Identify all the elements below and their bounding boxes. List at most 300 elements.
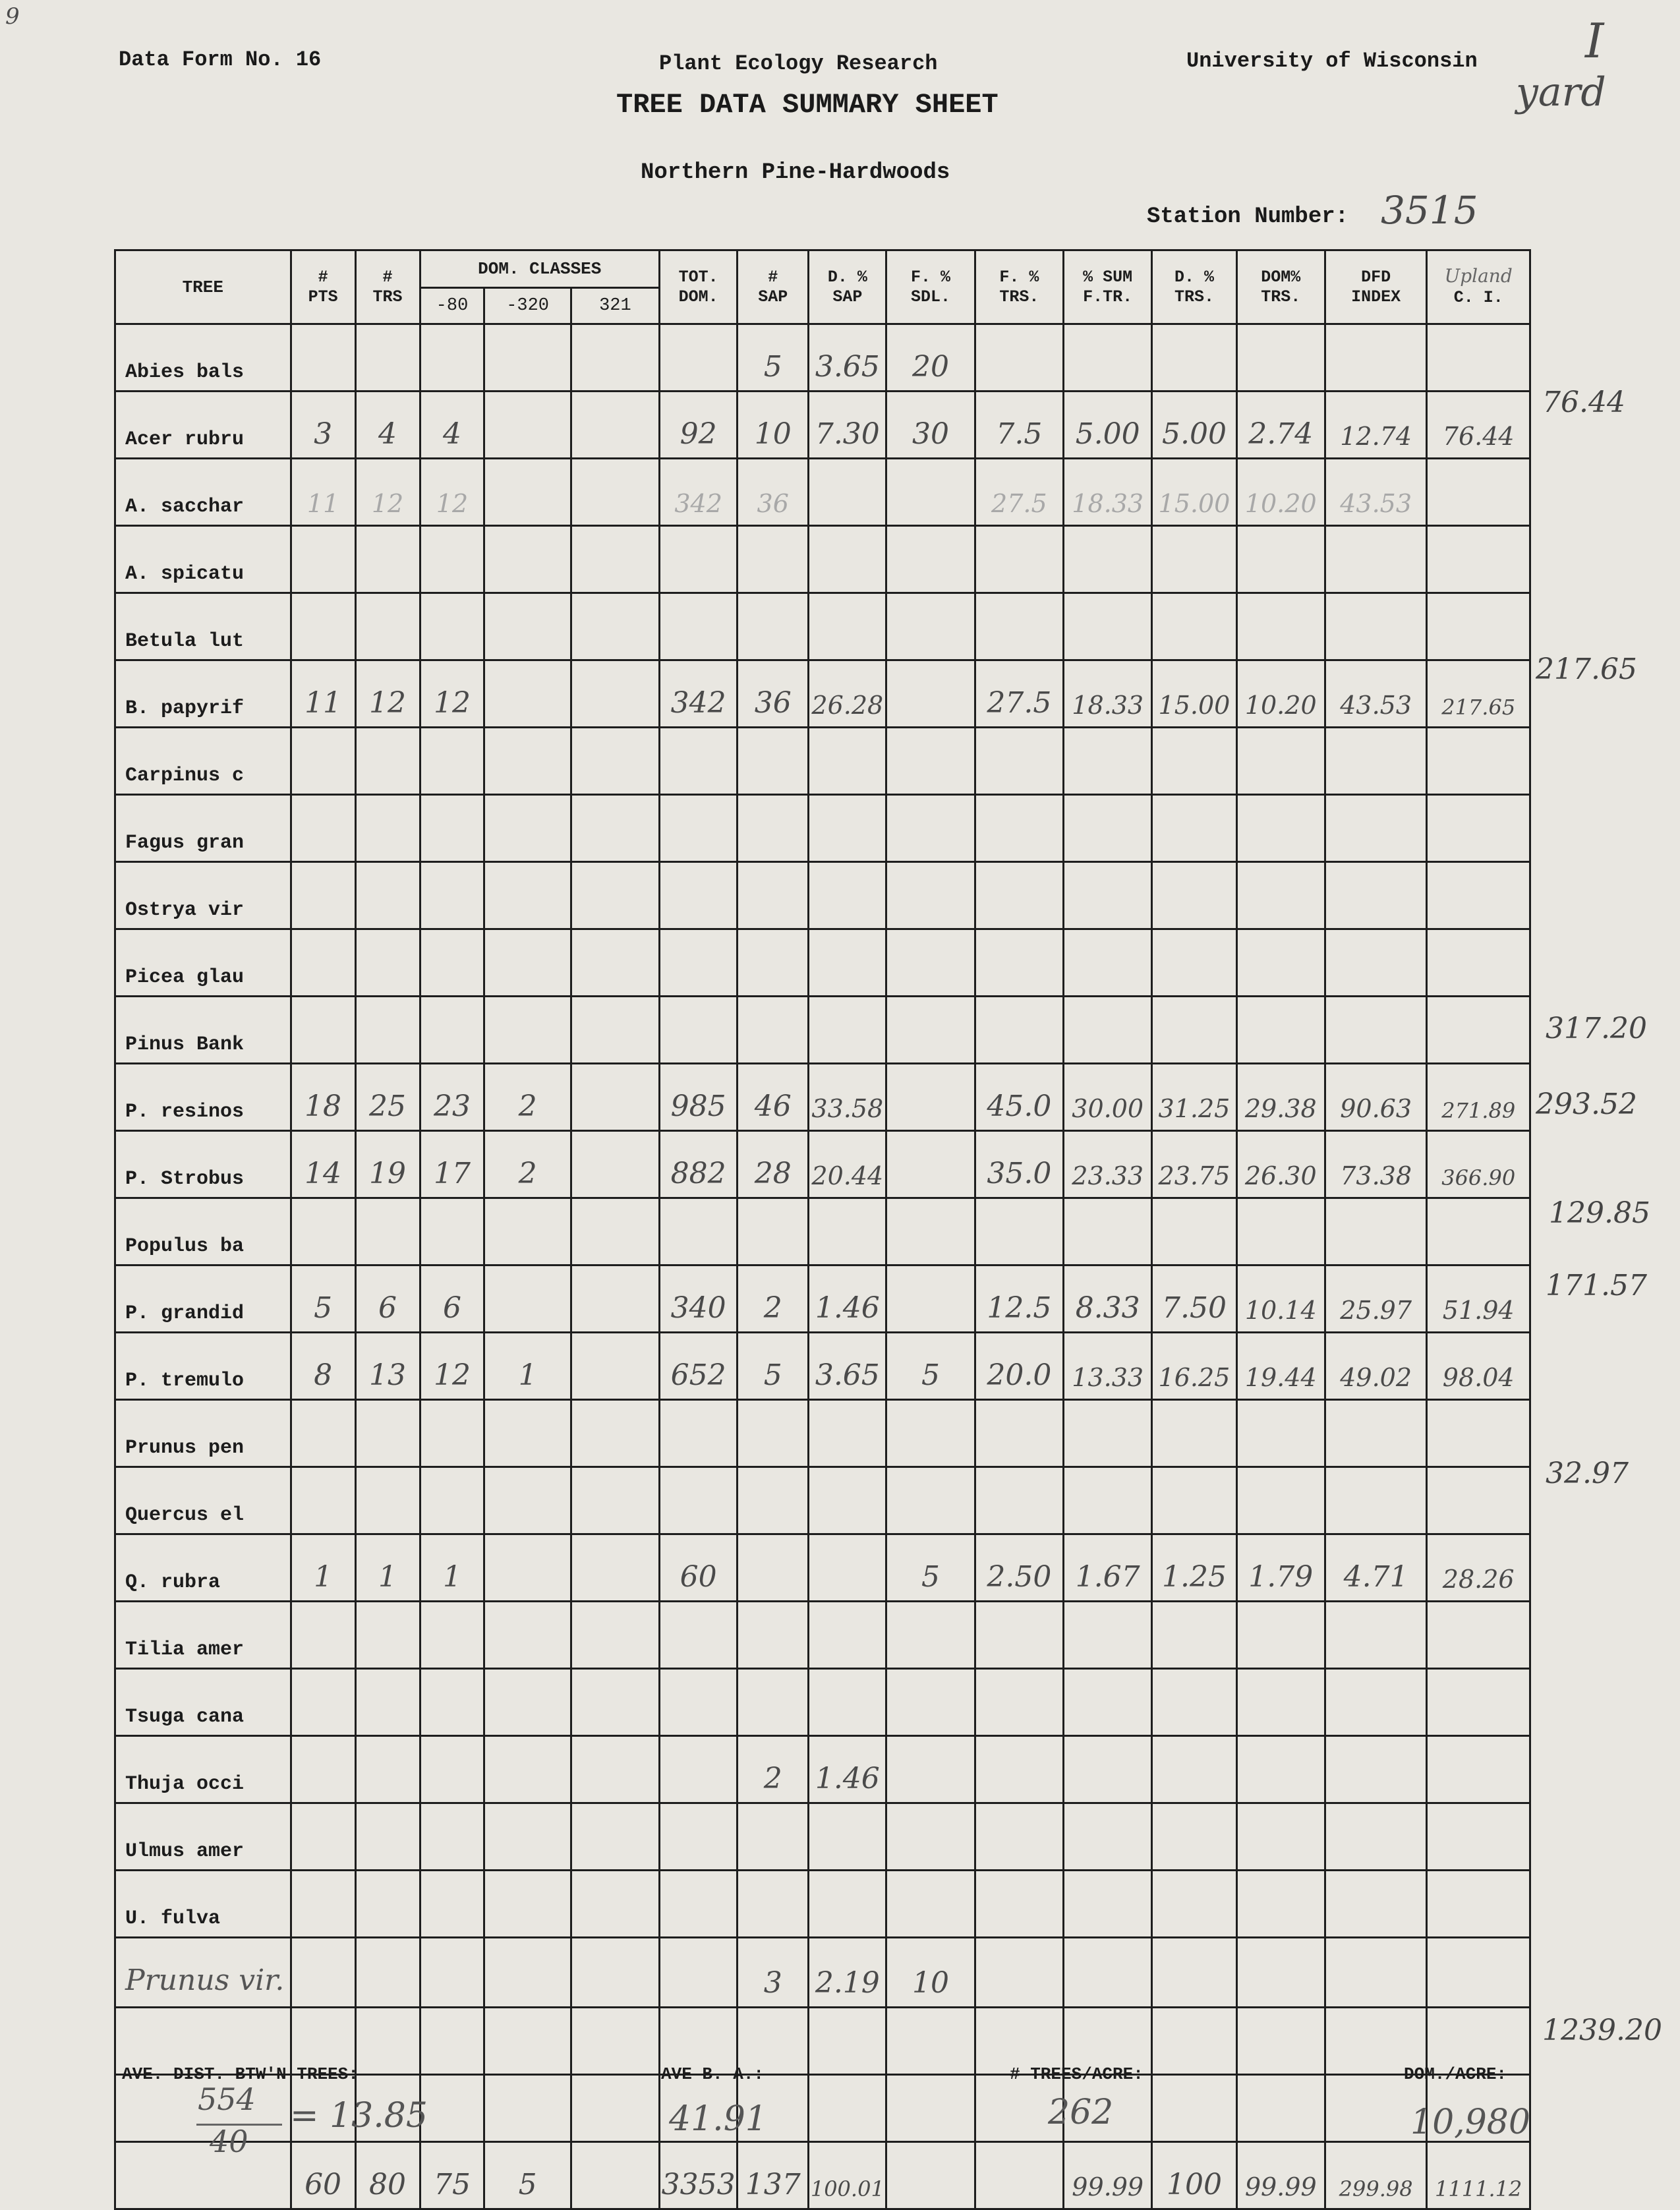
table-cell: 11 <box>291 660 355 728</box>
trees-acre-label: # TREES/ACRE: <box>1010 2064 1144 2084</box>
table-cell <box>420 1871 484 1938</box>
table-cell <box>886 1400 975 1467</box>
table-cell <box>291 1467 355 1534</box>
table-cell <box>571 929 659 997</box>
table-row <box>115 1602 1530 1669</box>
table-cell <box>484 1803 571 1871</box>
table-cell <box>660 1467 738 1534</box>
margin-note: 129.85 <box>1549 1196 1650 1230</box>
header-d-trs: D. % TRS. <box>1152 250 1236 324</box>
table-cell <box>1152 1467 1236 1534</box>
table-row <box>115 1803 1530 1871</box>
table-cell <box>1064 1938 1152 2008</box>
margin-note: 1239.20 <box>1542 2014 1662 2047</box>
table-cell <box>975 1198 1063 1265</box>
tree-name: Abies bals <box>115 324 291 392</box>
table-cell <box>1236 1803 1325 1871</box>
table-cell <box>738 862 809 929</box>
table-cell <box>1064 795 1152 862</box>
table-cell <box>1152 795 1236 862</box>
table-cell <box>1325 1400 1427 1467</box>
table-cell: 1.25 <box>1152 1534 1236 1602</box>
table-cell <box>660 1938 738 2008</box>
table-cell <box>571 1467 659 1534</box>
table-row <box>115 2142 1530 2209</box>
tree-name: B. papyrif <box>115 660 291 728</box>
table-cell <box>975 862 1063 929</box>
table-cell <box>1152 1602 1236 1669</box>
form-number: Data Form No. 16 <box>119 47 322 72</box>
table-cell: 99.99 <box>1236 2142 1325 2209</box>
header-pts: # PTS <box>291 250 355 324</box>
table-cell <box>809 795 886 862</box>
table-cell <box>1236 929 1325 997</box>
table-cell <box>1152 929 1236 997</box>
tree-name: Tilia amer <box>115 1602 291 1669</box>
table-cell <box>809 1871 886 1938</box>
table-cell: 36 <box>738 459 809 526</box>
table-cell: 18 <box>291 1064 355 1131</box>
table-cell <box>886 997 975 1064</box>
table-cell <box>886 929 975 997</box>
table-cell <box>484 1736 571 1803</box>
table-cell <box>1427 862 1530 929</box>
table-cell <box>1236 1602 1325 1669</box>
table-cell <box>1152 728 1236 795</box>
table-row <box>115 1400 1530 1467</box>
table-cell <box>355 324 420 392</box>
table-cell <box>809 728 886 795</box>
table-cell <box>886 459 975 526</box>
table-cell: 19 <box>355 1131 420 1198</box>
table-cell <box>571 1871 659 1938</box>
table-cell <box>975 1467 1063 1534</box>
table-cell <box>571 1669 659 1736</box>
table-cell <box>1427 526 1530 593</box>
table-cell <box>809 929 886 997</box>
table-cell <box>1427 1871 1530 1938</box>
table-cell <box>738 728 809 795</box>
table-cell: 5 <box>886 1333 975 1400</box>
table-cell <box>355 1803 420 1871</box>
table-cell <box>484 526 571 593</box>
table-row <box>115 392 1530 459</box>
table-cell: 1 <box>420 1534 484 1602</box>
table-cell <box>355 728 420 795</box>
header-d-sap: D. % SAP <box>809 250 886 324</box>
table-cell <box>484 1265 571 1333</box>
header-tree: TREE <box>115 250 291 324</box>
header-ci: Upland C. I. <box>1427 250 1530 324</box>
table-cell <box>1427 459 1530 526</box>
table-cell <box>420 1669 484 1736</box>
table-cell <box>355 795 420 862</box>
table-cell: 2 <box>484 1131 571 1198</box>
table-cell <box>660 1803 738 1871</box>
table-cell <box>1325 1938 1427 2008</box>
table-cell <box>571 1131 659 1198</box>
table-cell <box>1064 1736 1152 1803</box>
table-cell: 137 <box>738 2142 809 2209</box>
tree-name: Pinus Bank <box>115 997 291 1064</box>
table-cell <box>886 1669 975 1736</box>
table-cell: 5.00 <box>1152 392 1236 459</box>
table-cell <box>1236 862 1325 929</box>
tree-name: P. Strobus <box>115 1131 291 1198</box>
table-cell <box>809 593 886 660</box>
table-cell <box>975 929 1063 997</box>
table-cell <box>1152 2075 1236 2142</box>
table-cell <box>291 795 355 862</box>
table-cell <box>886 1602 975 1669</box>
table-cell <box>809 459 886 526</box>
table-cell <box>420 728 484 795</box>
table-cell <box>738 1602 809 1669</box>
table-cell <box>1427 1467 1530 1534</box>
table-cell <box>738 1467 809 1534</box>
table-cell: 76.44 <box>1427 392 1530 459</box>
table-cell: 2.19 <box>809 1938 886 2008</box>
table-cell <box>1064 1669 1152 1736</box>
table-row <box>115 1871 1530 1938</box>
table-cell <box>291 593 355 660</box>
table-cell <box>291 1669 355 1736</box>
table-cell: 366.90 <box>1427 1131 1530 1198</box>
table-cell <box>1325 1602 1427 1669</box>
table-cell <box>484 1871 571 1938</box>
table-cell <box>1152 593 1236 660</box>
table-cell <box>1064 1602 1152 1669</box>
ave-dist-label: AVE. DIST. BTW'N TREES: <box>122 2064 359 2084</box>
tree-name: Fagus gran <box>115 795 291 862</box>
table-cell: 3.65 <box>809 324 886 392</box>
table-cell <box>291 1938 355 2008</box>
table-cell <box>738 1803 809 1871</box>
table-cell: 5.00 <box>1064 392 1152 459</box>
table-cell <box>1152 526 1236 593</box>
table-row <box>115 997 1530 1064</box>
table-cell <box>1064 324 1152 392</box>
table-cell <box>291 728 355 795</box>
table-cell <box>1064 593 1152 660</box>
table-cell <box>975 324 1063 392</box>
organization: Plant Ecology Research <box>659 51 938 76</box>
table-cell <box>571 1938 659 2008</box>
table-row <box>115 593 1530 660</box>
table-cell: 31.25 <box>1152 1064 1236 1131</box>
table-cell: 75 <box>420 2142 484 2209</box>
table-cell <box>571 1534 659 1602</box>
table-cell <box>1152 2008 1236 2075</box>
header-tot-dom: TOT. DOM. <box>660 250 738 324</box>
table-cell <box>886 1871 975 1938</box>
dom-acre-label: DOM./ACRE: <box>1404 2064 1507 2084</box>
university: University of Wisconsin <box>1186 49 1478 73</box>
tree-name: Populus ba <box>115 1198 291 1265</box>
table-cell: 15.00 <box>1152 459 1236 526</box>
tree-name: A. sacchar <box>115 459 291 526</box>
tree-name: Betula lut <box>115 593 291 660</box>
table-cell <box>886 1198 975 1265</box>
tree-name: Prunus pen <box>115 1400 291 1467</box>
table-cell <box>1064 1467 1152 1534</box>
table-cell: 10.20 <box>1236 459 1325 526</box>
table-cell <box>660 526 738 593</box>
table-cell: 8 <box>291 1333 355 1400</box>
table-cell: 27.5 <box>975 660 1063 728</box>
table-cell <box>1427 997 1530 1064</box>
table-cell <box>1325 795 1427 862</box>
table-cell: 652 <box>660 1333 738 1400</box>
table-cell <box>1236 2075 1325 2142</box>
table-row <box>115 862 1530 929</box>
table-cell <box>1427 1669 1530 1736</box>
header-f-trs: F. % TRS. <box>975 250 1063 324</box>
table-cell <box>809 997 886 1064</box>
table-cell <box>571 728 659 795</box>
table-cell <box>1236 1736 1325 1803</box>
table-cell: 27.5 <box>975 459 1063 526</box>
table-cell <box>1064 929 1152 997</box>
table-cell: 25.97 <box>1325 1265 1427 1333</box>
table-cell: 5 <box>738 1333 809 1400</box>
table-cell: 10 <box>738 392 809 459</box>
table-cell <box>809 862 886 929</box>
corner-mark-numeral: I <box>1585 13 1604 69</box>
table-cell <box>738 1871 809 1938</box>
table-cell <box>571 795 659 862</box>
table-cell <box>484 862 571 929</box>
table-cell <box>420 2008 484 2075</box>
table-cell: 1111.12 <box>1427 2142 1530 2209</box>
table-cell <box>738 997 809 1064</box>
table-cell: 18.33 <box>1064 660 1152 728</box>
ave-dist-denominator: 40 <box>210 2124 248 2159</box>
table-cell <box>660 593 738 660</box>
table-cell <box>1325 1467 1427 1534</box>
table-cell: 15.00 <box>1152 660 1236 728</box>
table-cell: 2 <box>484 1064 571 1131</box>
table-cell <box>660 795 738 862</box>
ave-ba-label: AVE B. A.: <box>661 2064 765 2084</box>
table-cell <box>886 1803 975 1871</box>
table-cell <box>571 324 659 392</box>
table-cell <box>660 324 738 392</box>
table-cell <box>1427 1938 1530 2008</box>
table-cell <box>1325 324 1427 392</box>
table-row <box>115 1131 1530 1198</box>
table-cell: 7.30 <box>809 392 886 459</box>
table-cell <box>738 526 809 593</box>
table-cell <box>355 593 420 660</box>
table-cell <box>291 324 355 392</box>
tree-data-table <box>114 249 1531 2210</box>
table-row <box>115 929 1530 997</box>
table-cell <box>1152 1938 1236 2008</box>
table-cell <box>420 795 484 862</box>
table-row <box>115 1265 1530 1333</box>
page-title: TREE DATA SUMMARY SHEET <box>616 89 999 121</box>
table-cell <box>1064 526 1152 593</box>
table-cell <box>355 1198 420 1265</box>
table-cell <box>291 997 355 1064</box>
table-cell <box>975 526 1063 593</box>
table-cell <box>420 1938 484 2008</box>
table-row <box>115 1333 1530 1400</box>
header-sum-ftr: % SUM F.TR. <box>1064 250 1152 324</box>
margin-note: 32.97 <box>1546 1457 1629 1490</box>
table-cell: 12.5 <box>975 1265 1063 1333</box>
table-cell <box>886 526 975 593</box>
table-cell: 45.0 <box>975 1064 1063 1131</box>
table-cell <box>809 2075 886 2142</box>
table-cell <box>291 1602 355 1669</box>
table-cell: 2 <box>738 1265 809 1333</box>
table-cell: 4 <box>420 392 484 459</box>
table-row <box>115 526 1530 593</box>
table-cell: 60 <box>291 2142 355 2209</box>
station-value[interactable]: 3515 <box>1381 188 1478 233</box>
table-cell <box>420 1736 484 1803</box>
table-cell <box>1152 1871 1236 1938</box>
table-cell <box>1152 1198 1236 1265</box>
table-cell: 271.89 <box>1427 1064 1530 1131</box>
table-cell: 43.53 <box>1325 459 1427 526</box>
table-cell: 5 <box>738 324 809 392</box>
table-cell <box>484 593 571 660</box>
table-cell <box>1064 1803 1152 1871</box>
table-cell <box>1152 1803 1236 1871</box>
table-cell <box>1236 1669 1325 1736</box>
header-sap: # SAP <box>738 250 809 324</box>
tree-name: Quercus el <box>115 1467 291 1534</box>
table-cell <box>484 392 571 459</box>
header-trs: # TRS <box>355 250 420 324</box>
table-row <box>115 1467 1530 1534</box>
table-cell <box>1427 324 1530 392</box>
table-cell: 14 <box>291 1131 355 1198</box>
table-cell <box>975 1602 1063 1669</box>
table-cell <box>1236 324 1325 392</box>
table-cell <box>420 997 484 1064</box>
table-cell: 1 <box>484 1333 571 1400</box>
table-cell <box>1325 1198 1427 1265</box>
table-cell <box>1427 1736 1530 1803</box>
table-cell <box>809 526 886 593</box>
table-cell <box>886 593 975 660</box>
table-cell <box>886 2008 975 2075</box>
table-cell <box>571 1400 659 1467</box>
table-cell: 8.33 <box>1064 1265 1152 1333</box>
table-cell <box>355 526 420 593</box>
table-cell <box>291 1871 355 1938</box>
table-cell <box>1427 1602 1530 1669</box>
table-cell <box>1325 728 1427 795</box>
ave-ba-value: 41.91 <box>669 2099 767 2139</box>
table-cell <box>484 795 571 862</box>
table-row <box>115 795 1530 862</box>
table-cell: 29.38 <box>1236 1064 1325 1131</box>
corner-mark-word: yard <box>1516 69 1606 115</box>
table-cell <box>571 1064 659 1131</box>
table-cell: 3.65 <box>809 1333 886 1400</box>
margin-note: 317.20 <box>1546 1012 1647 1045</box>
table-cell <box>886 795 975 862</box>
table-cell <box>1325 1669 1427 1736</box>
table-cell <box>1236 593 1325 660</box>
table-cell: 4 <box>355 392 420 459</box>
tree-name: Tsuga cana <box>115 1669 291 1736</box>
table-row <box>115 459 1530 526</box>
table-cell <box>1325 997 1427 1064</box>
table-cell <box>1325 526 1427 593</box>
table-cell <box>1427 728 1530 795</box>
table-row <box>115 1938 1530 2008</box>
header-dom-80: -80 <box>420 288 484 324</box>
table-cell <box>738 795 809 862</box>
table-cell <box>886 862 975 929</box>
table-cell <box>738 1400 809 1467</box>
table-cell: 6 <box>420 1265 484 1333</box>
table-cell: 23.33 <box>1064 1131 1152 1198</box>
tree-name: P. resinos <box>115 1064 291 1131</box>
station-label: Station Number: <box>1147 204 1349 229</box>
table-cell <box>484 1198 571 1265</box>
page-number-mark: 9 <box>5 3 20 30</box>
table-cell <box>1427 1400 1530 1467</box>
table-cell <box>1427 593 1530 660</box>
table-cell <box>355 1871 420 1938</box>
table-cell <box>291 1736 355 1803</box>
table-cell <box>571 660 659 728</box>
table-cell <box>1427 1198 1530 1265</box>
tree-name: Thuja occi <box>115 1736 291 1803</box>
table-cell <box>886 2075 975 2142</box>
table-cell: 18.33 <box>1064 459 1152 526</box>
table-cell <box>571 1736 659 1803</box>
table-cell: 100 <box>1152 2142 1236 2209</box>
table-cell <box>886 1265 975 1333</box>
header-dom-classes: DOM. CLASSES <box>420 250 660 288</box>
table-cell <box>355 1669 420 1736</box>
table-cell: 5 <box>484 2142 571 2209</box>
table-cell <box>420 1198 484 1265</box>
table-cell <box>484 1669 571 1736</box>
table-cell: 30.00 <box>1064 1064 1152 1131</box>
table-cell <box>291 526 355 593</box>
ave-dist-numerator: 554 <box>198 2081 256 2117</box>
table-cell <box>1236 997 1325 1064</box>
table-cell <box>420 593 484 660</box>
table-cell <box>291 862 355 929</box>
table-cell <box>484 929 571 997</box>
table-row <box>115 1534 1530 1602</box>
table-cell <box>355 1602 420 1669</box>
table-cell: 1 <box>291 1534 355 1602</box>
table-cell: 20.44 <box>809 1131 886 1198</box>
table-cell: 1.79 <box>1236 1534 1325 1602</box>
table-cell: 99.99 <box>1064 2142 1152 2209</box>
table-row <box>115 728 1530 795</box>
table-cell <box>1325 593 1427 660</box>
table-cell <box>1325 1803 1427 1871</box>
table-cell: 20.0 <box>975 1333 1063 1400</box>
table-cell: 10 <box>886 1938 975 2008</box>
table-cell <box>355 862 420 929</box>
table-cell <box>420 324 484 392</box>
table-cell <box>809 1534 886 1602</box>
table-cell <box>571 1803 659 1871</box>
